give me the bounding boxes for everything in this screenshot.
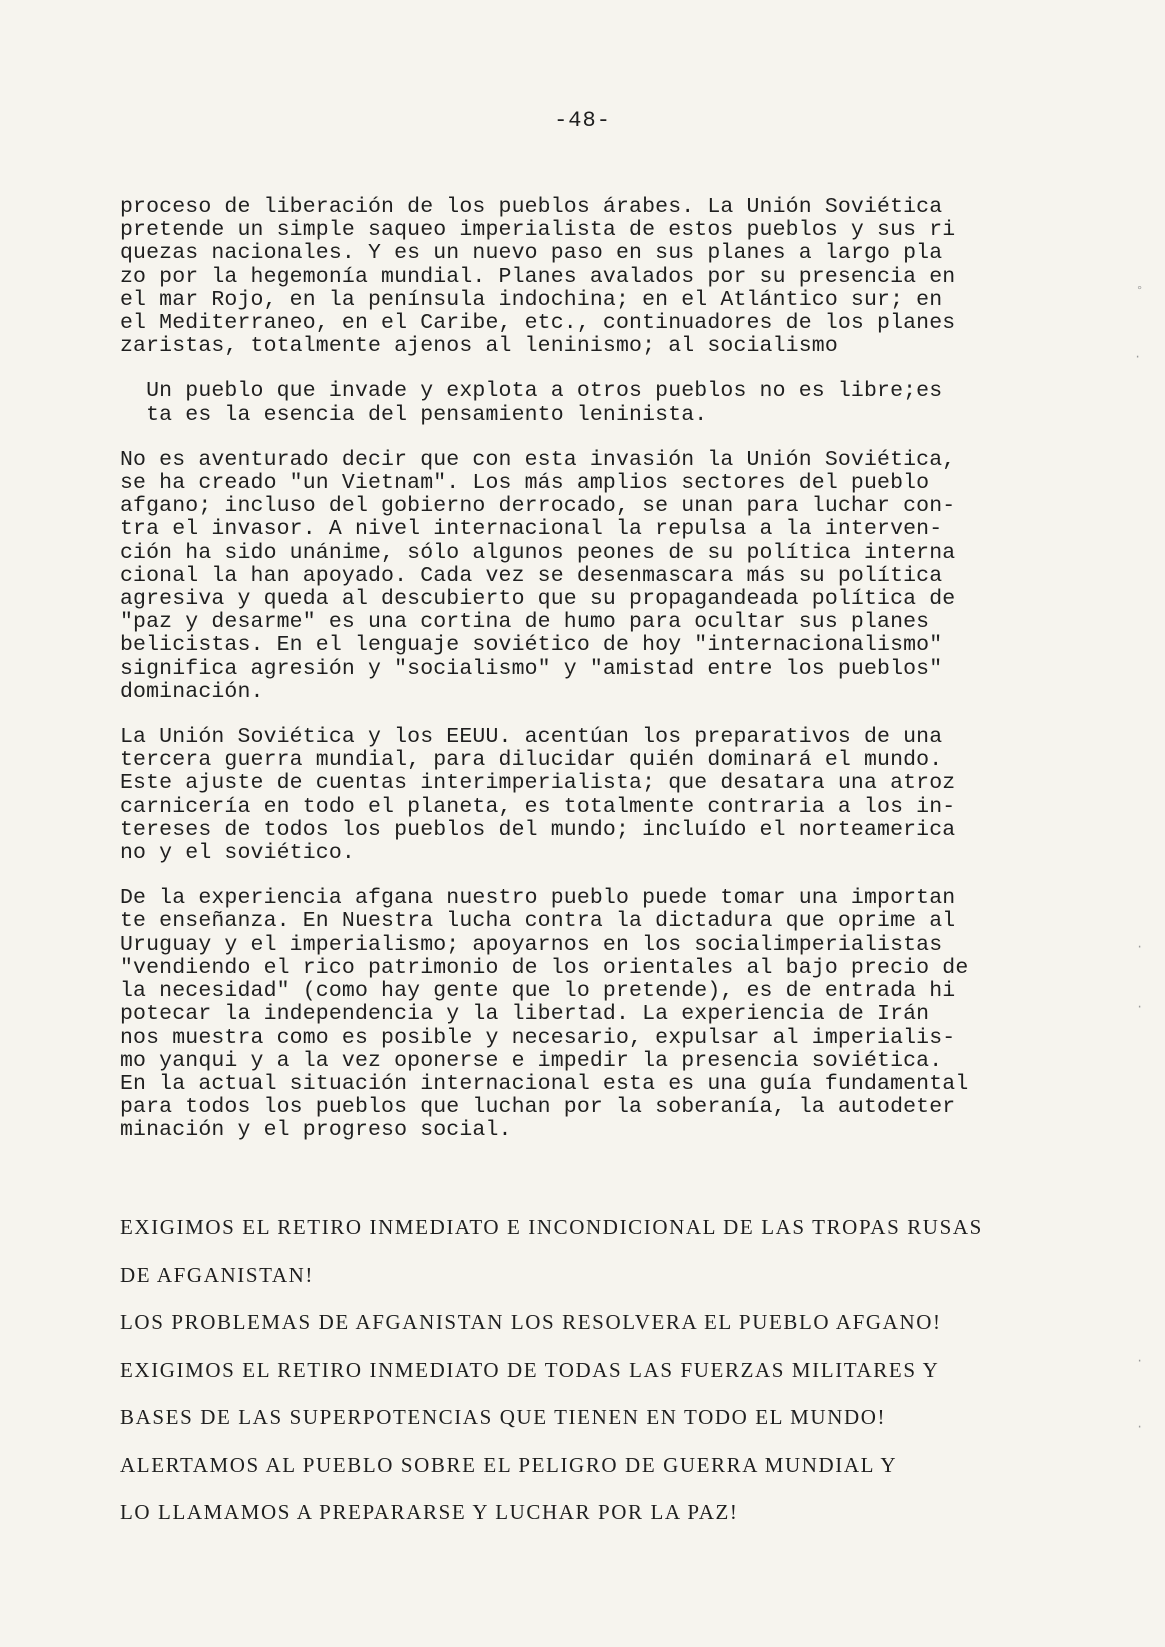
text-line: belicistas. En el lenguaje soviético de hoy "internacionalismo" bbox=[120, 633, 943, 658]
text-line: ción ha sido unánime, sólo algunos peones de su política interna bbox=[120, 540, 956, 565]
text-line: tercera guerra mundial, para dilucidar quién dominará el mundo. bbox=[120, 748, 943, 773]
text-line: tereses de todos los pueblos del mundo; incluído el norteamerica bbox=[120, 817, 956, 842]
margin-speck-mark: · bbox=[1136, 1420, 1144, 1434]
paragraph-1 bbox=[120, 196, 1060, 358]
paragraph-3 bbox=[120, 449, 1060, 704]
paragraph-spacer bbox=[120, 865, 1060, 887]
body-text bbox=[120, 196, 1060, 1143]
text-line: se ha creado "un Vietnam". Los más amplios sectores del pueblo bbox=[120, 471, 930, 496]
demand-line: LO LLAMAMOS A PREPARARSE Y LUCHAR POR LA PAZ! bbox=[120, 1500, 739, 1524]
demand-line: DE AFGANISTAN! bbox=[120, 1262, 314, 1287]
text-line: el Mediterraneo, en el Caribe, etc., continuadores de los planes bbox=[120, 311, 956, 336]
text-line: agresiva y queda al descubierto que su propagandeada política de bbox=[120, 587, 956, 612]
paragraph-4 bbox=[120, 726, 1060, 865]
text-line: carnicería en todo el planeta, es totalmente contraria a los in- bbox=[120, 794, 956, 819]
text-line: te enseñanza. En Nuestra lucha contra la dictadura que oprime al bbox=[120, 909, 956, 934]
text-line: Uruguay y el imperialismo; apoyarnos en los socialimperialistas bbox=[120, 932, 943, 957]
demands-list bbox=[120, 1204, 1060, 1537]
text-line: No es aventurado decir que con esta invasión la Unión Soviética, bbox=[120, 447, 956, 472]
paragraph-5 bbox=[120, 887, 1060, 1142]
paragraph-spacer bbox=[120, 358, 1060, 380]
paragraph-spacer bbox=[120, 427, 1060, 449]
text-line: zo por la hegemonía mundial. Planes avalados por su presencia en bbox=[120, 264, 956, 289]
text-line: proceso de liberación de los pueblos árabes. La Unión Soviética bbox=[120, 195, 943, 219]
text-line: no y el soviético. bbox=[120, 841, 355, 866]
text-line: "paz y desarme" es una cortina de humo para ocultar sus planes bbox=[120, 610, 930, 635]
margin-speck-mark: · bbox=[1134, 350, 1142, 364]
paragraph-2 bbox=[120, 380, 1060, 426]
text-line: minación y el progreso social. bbox=[120, 1118, 512, 1143]
demand-line: LOS PROBLEMAS DE AFGANISTAN LOS RESOLVERA EL PUEBLO AFGANO! bbox=[120, 1310, 942, 1334]
text-line: De la experiencia afgana nuestro pueblo puede tomar una importan bbox=[120, 886, 956, 911]
text-line: cional la han apoyado. Cada vez se desenmascara más su política bbox=[120, 563, 943, 588]
text-line: el mar Rojo, en la península indochina; en el Atlántico sur; en bbox=[120, 287, 943, 312]
text-line: afgano; incluso del gobierno derrocado, se unan para luchar con- bbox=[120, 494, 956, 519]
text-line: zaristas, totalmente ajenos al leninismo; al socialismo bbox=[120, 334, 838, 359]
text-line: Este ajuste de cuentas interimperialista; que desatara una atroz bbox=[120, 771, 956, 796]
text-line: nos muestra como es posible y necesario, expulsar al imperialis- bbox=[120, 1025, 956, 1050]
text-line: La Unión Soviética y los EEUU. acentúan los preparativos de una bbox=[120, 725, 943, 750]
margin-speck-mark: · bbox=[1136, 1000, 1144, 1014]
demand-line: ALERTAMOS AL PUEBLO SOBRE EL PELIGRO DE GUERRA MUNDIAL Y bbox=[120, 1452, 898, 1477]
demand-line: BASES DE LAS SUPERPOTENCIAS QUE TIENEN EN TODO EL MUNDO! bbox=[120, 1405, 887, 1429]
text-line: potecar la independencia y la libertad. La experiencia de Irán bbox=[120, 1002, 930, 1027]
text-line: En la actual situación internacional esta es una guía fundamental bbox=[120, 1071, 969, 1096]
margin-speck-mark: · bbox=[1136, 1354, 1144, 1368]
text-line: mo yanqui y a la vez oponerse e impedir la presencia soviética. bbox=[120, 1048, 943, 1073]
paragraph-spacer bbox=[120, 704, 1060, 726]
text-line: quezas nacionales. Y es un nuevo paso en sus planes a largo pla bbox=[120, 241, 943, 266]
text-line: dominación. bbox=[120, 679, 264, 704]
demand-line: EXIGIMOS EL RETIRO INMEDIATO DE TODAS LAS FUERZAS MILITARES Y bbox=[120, 1357, 940, 1382]
text-line: para todos los pueblos que luchan por la soberanía, la autodeter bbox=[120, 1095, 956, 1120]
text-line: significa agresión y "socialismo" y "amistad entre los pueblos" bbox=[120, 656, 943, 681]
text-line: "vendiendo el rico patrimonio de los orientales al bajo precio de bbox=[120, 955, 969, 980]
text-line: ta es la esencia del pensamiento leninista. bbox=[120, 402, 708, 427]
text-line: tra el invasor. A nivel internacional la repulsa a la interven- bbox=[120, 517, 943, 542]
text-line: la necesidad" (como hay gente que lo pretende), es de entrada hi bbox=[120, 979, 956, 1004]
margin-speck-mark: ° bbox=[1136, 284, 1144, 298]
margin-speck-mark: · bbox=[1136, 940, 1144, 954]
demand-line: EXIGIMOS EL RETIRO INMEDIATO E INCONDICIONAL DE LAS TROPAS RUSAS bbox=[120, 1215, 983, 1239]
text-line: pretende un simple saqueo imperialista de estos pueblos y sus ri bbox=[120, 218, 956, 243]
text-line: Un pueblo que invade y explota a otros pueblos no es libre;es bbox=[120, 379, 943, 404]
page-number: -48- bbox=[554, 108, 611, 133]
